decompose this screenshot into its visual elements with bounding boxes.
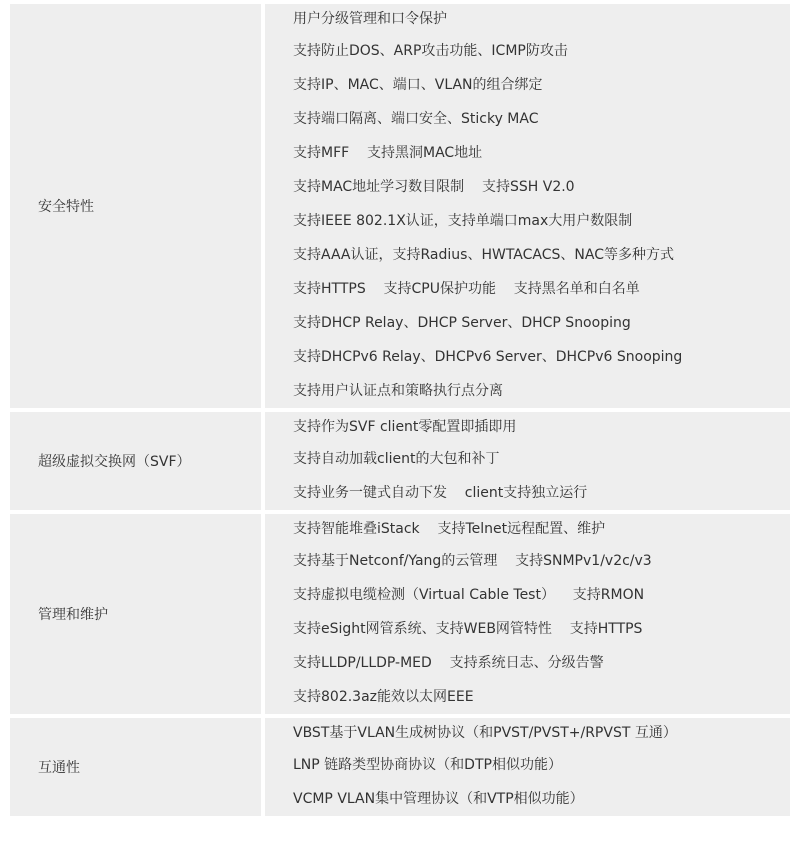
section-label: 互通性 — [10, 718, 265, 816]
feature-line: 支持HTTPS 支持CPU保护功能 支持黑名单和白名单 — [293, 281, 640, 297]
feature-line: 支持DHCP Relay、DHCP Server、DHCP Snooping — [293, 315, 631, 331]
feature-line: 支持MFF 支持黑洞MAC地址 — [293, 145, 483, 161]
feature-line: 支持用户认证点和策略执行点分离 — [293, 383, 503, 399]
feature-line: 用户分级管理和口令保护 — [293, 11, 447, 27]
feature-line: 支持AAA认证，支持Radius、HWTACACS、NAC等多种方式 — [293, 247, 674, 263]
feature-line: VCMP VLAN集中管理协议（和VTP相似功能） — [293, 791, 584, 807]
feature-line: 支持eSight网管系统、支持WEB网管特性 支持HTTPS — [293, 621, 643, 637]
feature-line: LNP 链路类型协商协议（和DTP相似功能） — [293, 757, 562, 773]
section-label: 安全特性 — [10, 4, 265, 408]
feature-line: 支持基于Netconf/Yang的云管理 支持SNMPv1/v2c/v3 — [293, 553, 652, 569]
section-label: 超级虚拟交换网（SVF） — [10, 412, 265, 510]
feature-line: 支持端口隔离、端口安全、Sticky MAC — [293, 111, 539, 127]
feature-line: 支持智能堆叠iStack 支持Telnet远程配置、维护 — [293, 521, 606, 537]
spec-row-interoperability — [10, 718, 790, 816]
section-content — [265, 4, 790, 408]
feature-line: 支持IEEE 802.1X认证，支持单端口max大用户数限制 — [293, 213, 633, 229]
section-content — [265, 718, 790, 816]
spec-row-security — [10, 4, 790, 408]
feature-line: 支持业务一键式自动下发 client支持独立运行 — [293, 485, 588, 501]
section-label: 管理和维护 — [10, 514, 265, 714]
feature-line: 支持LLDP/LLDP-MED 支持系统日志、分级告警 — [293, 655, 604, 671]
feature-line: 支持自动加载client的大包和补丁 — [293, 451, 500, 467]
feature-line: VBST基于VLAN生成树协议（和PVST/PVST+/RPVST 互通） — [293, 725, 677, 741]
section-content — [265, 412, 790, 510]
feature-line: 支持虚拟电缆检测（Virtual Cable Test） 支持RMON — [293, 587, 645, 603]
spec-row-management — [10, 514, 790, 714]
spec-table — [10, 0, 790, 820]
feature-line: 支持DHCPv6 Relay、DHCPv6 Server、DHCPv6 Snooping — [293, 349, 683, 365]
feature-line: 支持防止DOS、ARP攻击功能、ICMP防攻击 — [293, 43, 568, 59]
feature-line: 支持802.3az能效以太网EEE — [293, 689, 474, 705]
spec-row-svf — [10, 412, 790, 510]
section-content — [265, 514, 790, 714]
feature-line: 支持作为SVF client零配置即插即用 — [293, 419, 517, 435]
feature-line: 支持MAC地址学习数目限制 支持SSH V2.0 — [293, 179, 575, 195]
feature-line: 支持IP、MAC、端口、VLAN的组合绑定 — [293, 77, 543, 93]
